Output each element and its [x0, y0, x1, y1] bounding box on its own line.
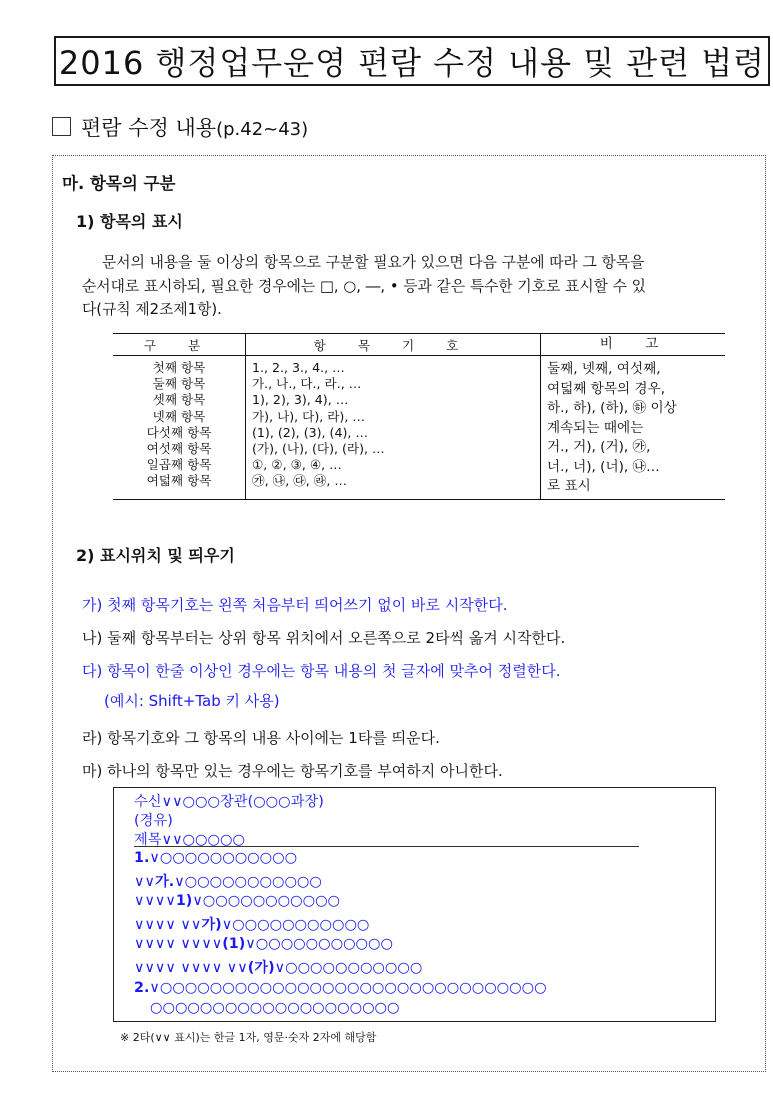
- symbol-5: (1), (2), (3), (4), …: [252, 424, 368, 440]
- example-line: ∨∨∨∨ ∨∨∨∨ ∨∨(가)∨○○○○○○○○○○○: [134, 960, 423, 976]
- example-line: ∨∨∨∨ ∨∨가)∨○○○○○○○○○○○: [134, 917, 370, 933]
- table-row: [113, 356, 725, 500]
- intro-line-1: 문서의 내용을 둘 이상의 항목으로 구분할 필요가 있으면 다음 구분에 따라 그 항목을: [102, 254, 645, 271]
- remark-5: 거., 거), (거), ㉮,: [547, 439, 651, 455]
- header-symbols: 항 목 기 호: [246, 334, 541, 356]
- page-reference: (p.42~43): [216, 119, 309, 140]
- section-label: 편람 수정 내용: [81, 116, 217, 140]
- rule-ma: 마) 하나의 항목만 있는 경우에는 항목기호를 부여하지 아니한다.: [82, 762, 503, 780]
- example-line: ∨∨∨∨ ∨∨∨∨(1)∨○○○○○○○○○○○: [134, 936, 393, 952]
- intro-paragraph: [82, 251, 762, 322]
- rule-ga: 가) 첫째 항목기호는 왼쪽 처음부터 띄어쓰기 없이 바로 시작한다.: [82, 596, 508, 614]
- item-symbol-table: [113, 333, 725, 500]
- header-remarks: 비 고: [541, 334, 726, 356]
- symbol-2: 가., 나., 다., 라., …: [252, 376, 362, 392]
- remark-4: 계속되는 때에는: [547, 419, 644, 436]
- intro-line-2: 순서대로 표시하되, 필요한 경우에는 □, ○, ―, • 등과 같은 특수한 기호로 표시할 수 있: [82, 277, 646, 295]
- footnote: ※ 2타(∨∨ 표시)는 한글 1자, 영문·숫자 2자에 해당함: [120, 1031, 377, 1044]
- checkbox-square-icon: [52, 117, 71, 136]
- example-recipient: 수신∨∨○○○장관(○○○과장): [134, 794, 324, 810]
- level-column: [113, 356, 246, 500]
- level-4: 넷째 항목: [152, 408, 206, 424]
- level-2: 둘째 항목: [152, 376, 206, 392]
- remark-7: 로 표시: [547, 478, 591, 494]
- header-category: 구 분: [113, 334, 246, 356]
- symbol-8: ㉮, ㉯, ㉰, ㉱, …: [252, 473, 347, 489]
- rule-da-example: (예시: Shift+Tab 키 사용): [104, 692, 280, 710]
- level-8: 여덟째 항목: [146, 473, 212, 489]
- rule-da: 다) 항목이 한줄 이상인 경우에는 항목 내용의 첫 글자에 맞추어 정렬한다.: [82, 662, 561, 680]
- remark-6: 너., 너), (너), ㉯…: [547, 458, 660, 475]
- symbol-column: [246, 356, 541, 500]
- symbol-3: 1), 2), 3), 4), …: [252, 392, 349, 408]
- heading-position-spacing: 2) 표시위치 및 띄우기: [76, 546, 235, 565]
- table-header-row: [113, 334, 725, 356]
- rule-na: 나) 둘째 항목부터는 상위 항목 위치에서 오른쪽으로 2타씩 옮겨 시작한다.: [82, 629, 566, 647]
- symbol-1: 1., 2., 3., 4., …: [252, 360, 345, 375]
- rule-ra: 라) 항목기호와 그 항목의 내용 사이에는 1타를 띄운다.: [82, 729, 440, 747]
- level-6: 여섯째 항목: [146, 441, 212, 457]
- example-line: 2.∨○○○○○○○○○○○○○○○○○○○○○○○○○○○○○○○: [134, 980, 547, 996]
- level-3: 셋째 항목: [152, 392, 206, 408]
- symbol-7: ①, ②, ③, ④, …: [252, 457, 342, 473]
- symbol-4: 가), 나), 다), 라), …: [252, 408, 365, 424]
- remark-3: 하., 하), (하), ㉻ 이상: [547, 400, 677, 416]
- example-subject: 제목∨∨○○○○○: [134, 832, 245, 848]
- heading-item-display: 1) 항목의 표시: [76, 212, 183, 231]
- example-line: ∨∨∨∨1)∨○○○○○○○○○○○: [134, 893, 341, 909]
- symbol-6: (가), (나), (다), (라), …: [252, 441, 385, 457]
- example-line: ∨∨가.∨○○○○○○○○○○○: [134, 874, 322, 890]
- level-5: 다섯째 항목: [146, 424, 212, 440]
- remark-1: 둘째, 넷째, 여섯째,: [547, 361, 661, 377]
- example-line: 1.∨○○○○○○○○○○○: [134, 850, 298, 866]
- subject-underline: [134, 846, 639, 847]
- example-line: ○○○○○○○○○○○○○○○○○○○○: [150, 1000, 400, 1016]
- remark-2: 여덟째 항목의 경우,: [547, 380, 666, 397]
- level-7: 일곱째 항목: [146, 457, 212, 473]
- section-heading: [52, 112, 308, 142]
- example-via: (경유): [134, 813, 173, 829]
- intro-line-3: 다(규칙 제2조제1항).: [82, 301, 222, 318]
- document-title: 2016 행정업무운영 편람 수정 내용 및 관련 법령: [54, 36, 770, 86]
- remark-column: [541, 356, 726, 500]
- heading-ma: 마. 항목의 구분: [62, 174, 176, 193]
- level-1: 첫째 항목: [152, 360, 206, 375]
